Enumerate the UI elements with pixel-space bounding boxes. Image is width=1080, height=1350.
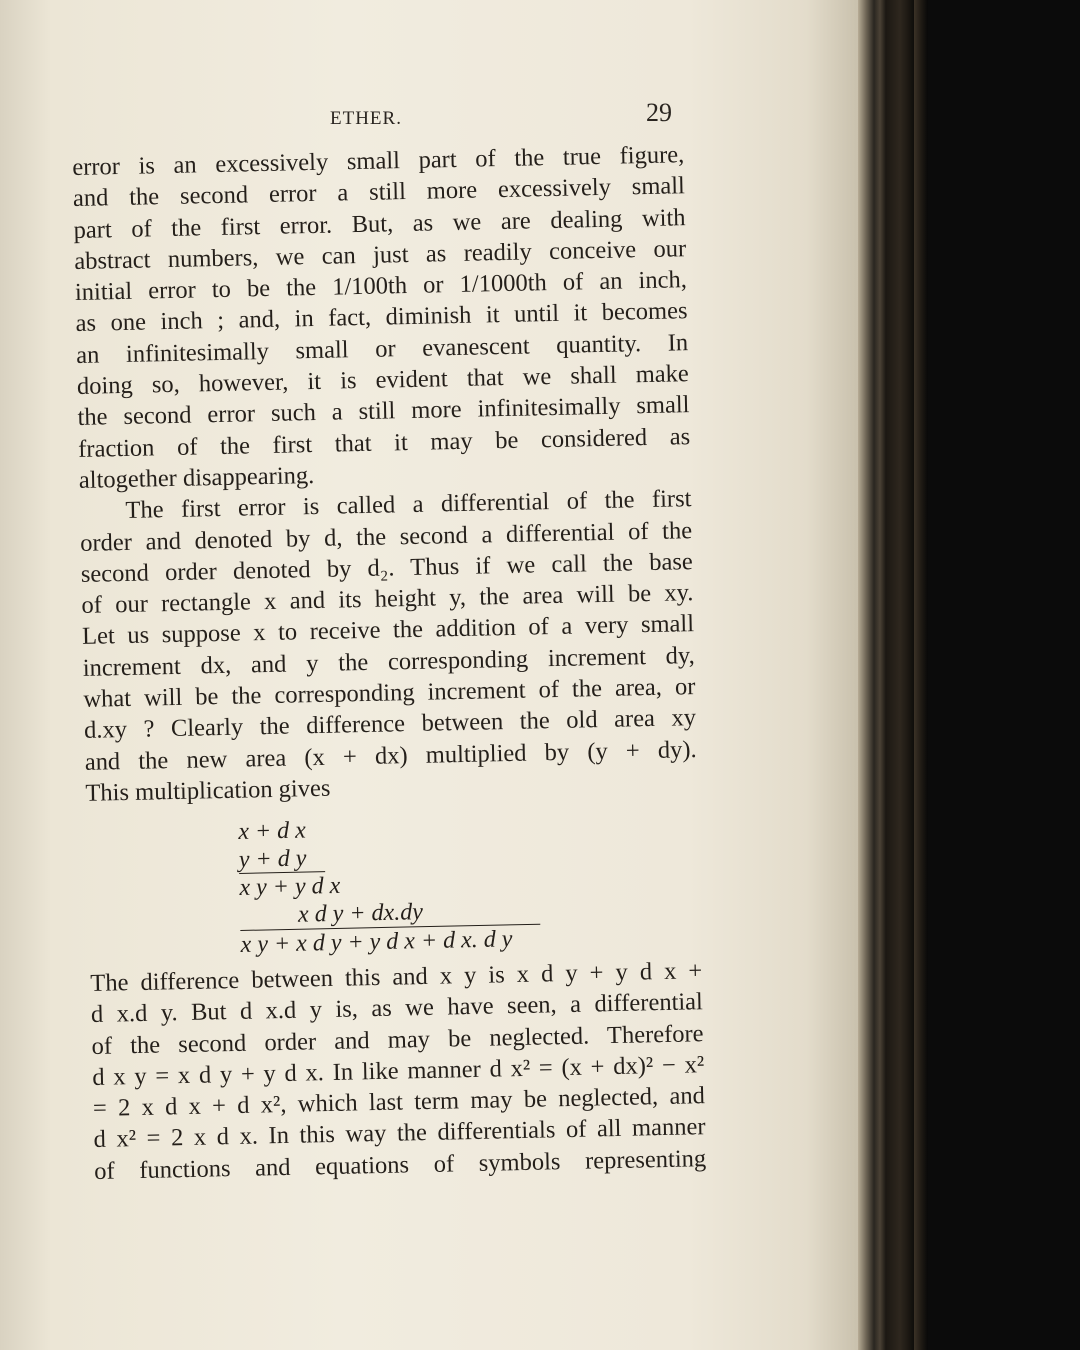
text-line: of the second order and may be neglected. Therefore xyxy=(91,1019,704,1060)
text-block-lower xyxy=(90,955,706,1187)
text-line: of functions and equations of symbols representing xyxy=(93,1144,707,1185)
text-line: increment dx, and y the corresponding increment dy, xyxy=(82,641,695,682)
text-line: and the new area (x + dx) multiplied by (y + dy). xyxy=(84,735,697,776)
text-line: fraction of the first that it may be considered as xyxy=(77,422,691,463)
text-line: Let us suppose x to receive the addition of a very small xyxy=(81,610,695,651)
text-line: d.xy ? Clearly the difference between the old area xy xyxy=(83,704,697,745)
text-line: = 2 x d x + d x², which last term may be neglected, and xyxy=(92,1082,706,1123)
text-line: d x.d y. But d x.d y is, as we have seen, a differential xyxy=(90,988,704,1029)
text-line: second order denoted by d₂. Thus if we call the base xyxy=(80,547,693,588)
page-edge xyxy=(858,0,874,1350)
text-line: altogether disappearing. xyxy=(78,461,315,494)
text-line: d x² = 2 x d x. In this way the differentials of all manner xyxy=(93,1113,706,1154)
text-line: doing so, however, it is evident that we shall make xyxy=(76,360,690,401)
math-result: x y + x d y + y d x + d x. d y xyxy=(240,926,513,958)
running-title: ETHER. xyxy=(330,108,402,129)
math-line: x d y + dx.dy xyxy=(297,899,424,928)
text-line: order and denoted by d, the second a differential of the xyxy=(79,516,693,557)
text-line: The first error is called a differential of the first xyxy=(125,485,692,525)
text-line: of our rectangle x and its height y, the area will be xy. xyxy=(81,579,694,620)
text-line: part of the first error. But, as we are dealing with xyxy=(73,203,686,244)
text-line: initial error to be the 1/100th or 1/1000th of an inch, xyxy=(74,266,688,307)
text-line: This multiplication gives xyxy=(85,774,331,807)
page-header xyxy=(0,98,858,138)
text-line: error is an excessively small part of the true figure, xyxy=(72,141,685,181)
math-line-text: y + d y xyxy=(239,845,325,874)
text-line: d x y = x d y + y d x. In like manner d x² = (x + dx)² − x² xyxy=(92,1051,705,1091)
text-line: an infinitesimally small or evanescent quantity. In xyxy=(75,328,689,369)
text-block-upper xyxy=(72,139,698,809)
book-cover-edge xyxy=(914,0,928,1350)
page-edge xyxy=(874,0,886,1350)
text-line: what will be the corresponding increment of the area, or xyxy=(83,673,696,713)
math-line: x y + y d x xyxy=(239,872,341,901)
text-line: and the second error a still more excessively small xyxy=(72,172,686,213)
text-line: The difference between this and x y is x d y + y d x + xyxy=(90,957,703,997)
text-line: the second error such a still more infinitesimally small xyxy=(77,391,690,432)
book-spine-edge xyxy=(886,0,914,1350)
multiplication-work xyxy=(238,811,561,959)
page-number: 29 xyxy=(646,98,672,127)
text-line: abstract numbers, we can just as readily conceive our xyxy=(74,235,687,275)
math-line: x + d x xyxy=(238,817,307,845)
text-line: as one inch ; and, in fact, diminish it until it becomes xyxy=(75,297,688,338)
